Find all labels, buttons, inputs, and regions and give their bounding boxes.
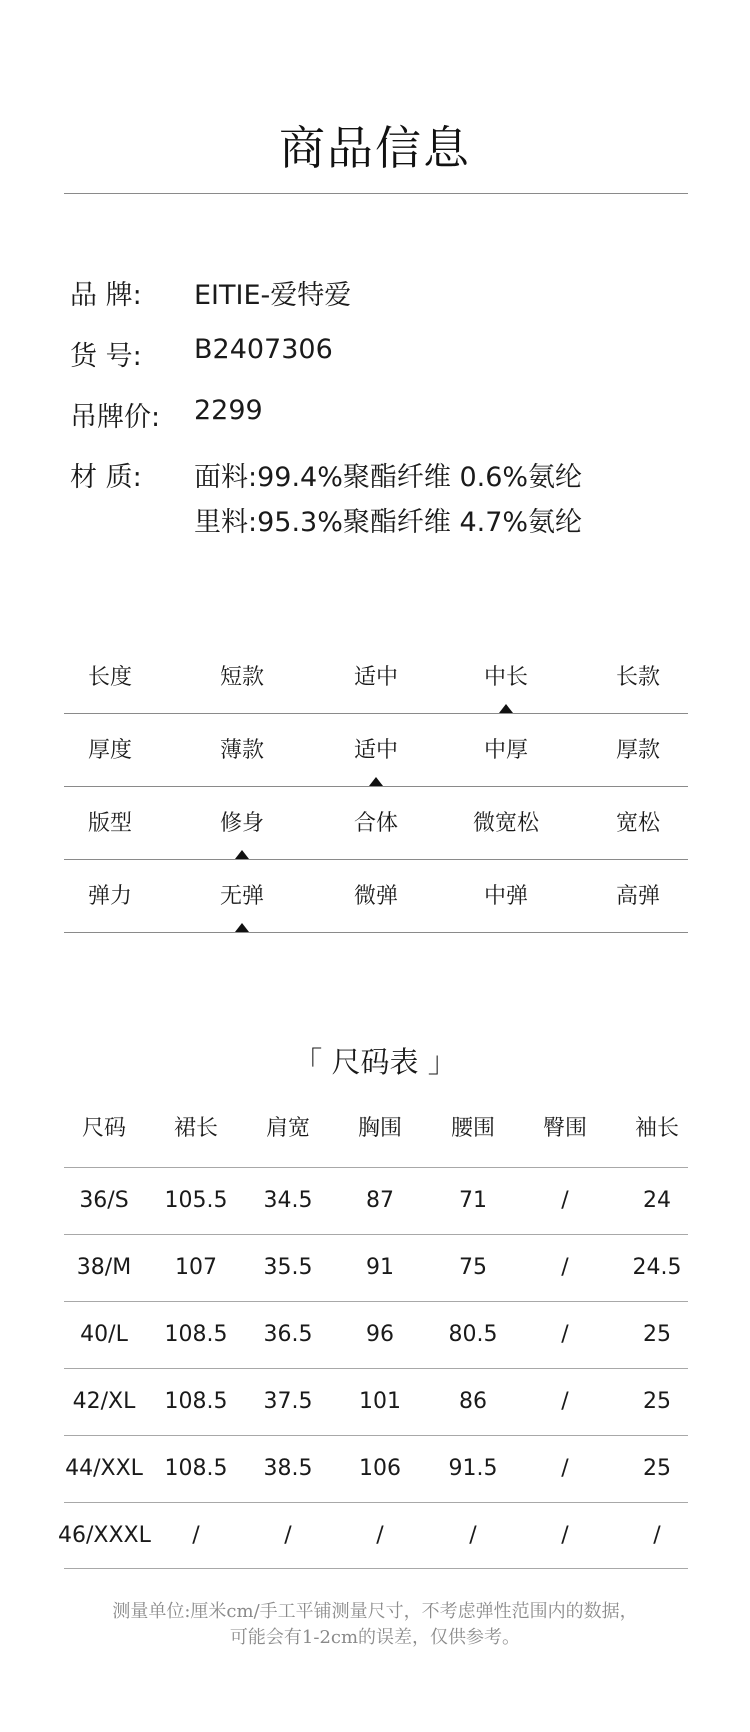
info-value: 里料:95.3%聚酯纤维 4.7%氨纶: [194, 507, 583, 538]
size-cell: 38.5: [263, 1456, 313, 1481]
size-cell: 108.5: [164, 1322, 228, 1347]
size-cell: 46/XXXL: [58, 1523, 151, 1548]
size-cell: 44/XXL: [65, 1456, 143, 1481]
size-cell: 80.5: [448, 1322, 498, 1347]
size-cell: 91: [366, 1255, 394, 1280]
attribute-option: 修身: [219, 811, 264, 836]
attribute-label: 厚度: [87, 738, 132, 763]
size-cell: 34.5: [263, 1188, 313, 1213]
attribute-option: 中厚: [483, 738, 528, 763]
size-header-cell: 胸围: [357, 1116, 402, 1141]
size-cell: /: [561, 1456, 569, 1481]
attribute-option: 厚款: [615, 738, 660, 763]
info-value: EITIE-爱特爱: [194, 280, 352, 311]
info-label: 品 牌:: [70, 280, 142, 311]
size-cell: 105.5: [164, 1188, 228, 1213]
size-cell: /: [561, 1523, 569, 1548]
attribute-row: [64, 714, 688, 787]
size-header-cell: 裙长: [173, 1116, 218, 1141]
size-cell: 24.5: [632, 1255, 682, 1280]
size-cell: 106: [359, 1456, 401, 1481]
size-cell: 36.5: [263, 1322, 313, 1347]
size-cell: 42/XL: [72, 1389, 136, 1414]
size-cell: 107: [175, 1255, 217, 1280]
size-cell: 96: [366, 1322, 394, 1347]
size-cell: 101: [359, 1389, 401, 1414]
attribute-option: 长款: [615, 665, 660, 690]
attribute-option: 合体: [353, 811, 398, 836]
size-cell: /: [192, 1523, 200, 1548]
measurement-note: 测量单位:厘米cm/手工平铺测量尺寸，不考虑弹性范围内的数据，: [112, 1601, 638, 1622]
attribute-label: 弹力: [87, 884, 132, 909]
size-cell: 91.5: [448, 1456, 498, 1481]
attribute-option: 宽松: [615, 811, 660, 836]
selected-marker-icon: [499, 704, 513, 713]
size-cell: 38/M: [76, 1255, 132, 1280]
table-row: [64, 1234, 688, 1301]
size-cell: 71: [459, 1188, 487, 1213]
table-row: [64, 1301, 688, 1368]
size-header-cell: 肩宽: [265, 1116, 310, 1141]
attribute-label: 长度: [87, 665, 132, 690]
size-cell: /: [469, 1523, 477, 1548]
table-row: [64, 1435, 688, 1502]
attribute-option: 短款: [219, 665, 264, 690]
size-cell: 24: [643, 1188, 671, 1213]
attribute-option: 高弹: [615, 884, 660, 909]
measurement-note-line2: 可能会有1-2cm的误差，仅供参考。: [229, 1627, 521, 1648]
size-cell: /: [561, 1188, 569, 1213]
page-title: 商品信息: [279, 121, 471, 175]
table-row: [58, 1502, 688, 1569]
attribute-option: 微宽松: [472, 811, 539, 836]
size-cell: /: [561, 1322, 569, 1347]
attribute-row: [64, 860, 688, 933]
size-cell: 25: [643, 1389, 671, 1414]
attribute-option: 中长: [483, 665, 528, 690]
size-cell: 108.5: [164, 1389, 228, 1414]
attribute-option: 无弹: [219, 884, 264, 909]
size-cell: 35.5: [263, 1255, 313, 1280]
size-cell: /: [561, 1255, 569, 1280]
attribute-row: [64, 641, 688, 714]
selected-marker-icon: [369, 777, 383, 786]
attribute-option: 薄款: [219, 738, 264, 763]
size-cell: 36/S: [79, 1188, 129, 1213]
size-header-cell: 袖长: [634, 1116, 679, 1141]
title-divider: [64, 193, 688, 194]
info-value: 2299: [194, 395, 263, 426]
size-cell: 25: [643, 1456, 671, 1481]
size-chart-title: 「 尺码表 」: [293, 1045, 457, 1079]
size-cell: 75: [459, 1255, 487, 1280]
size-table: [58, 1105, 688, 1569]
info-value: B2407306: [194, 334, 333, 365]
size-header-cell: 尺码: [81, 1116, 126, 1141]
attribute-option: 适中: [353, 738, 398, 763]
size-cell: /: [284, 1523, 292, 1548]
attribute-option: 中弹: [483, 884, 528, 909]
attribute-option: 微弹: [353, 884, 398, 909]
info-value: 面料:99.4%聚酯纤维 0.6%氨纶: [194, 462, 583, 493]
size-cell: 86: [459, 1389, 487, 1414]
table-row: [64, 1167, 688, 1234]
size-header-cell: 臀围: [542, 1116, 587, 1141]
size-cell: 25: [643, 1322, 671, 1347]
size-cell: /: [653, 1523, 661, 1548]
size-cell: 40/L: [80, 1322, 128, 1347]
selected-marker-icon: [235, 850, 249, 859]
attribute-option: 适中: [353, 665, 398, 690]
info-label: 材 质:: [70, 462, 142, 493]
attribute-row: [64, 787, 688, 860]
size-cell: 108.5: [164, 1456, 228, 1481]
table-row: [64, 1368, 688, 1435]
attribute-label: 版型: [87, 811, 132, 836]
selected-marker-icon: [235, 923, 249, 932]
size-cell: 87: [366, 1188, 394, 1213]
info-label: 吊牌价:: [70, 402, 161, 433]
attribute-divider: [64, 932, 688, 933]
size-header-cell: 腰围: [450, 1116, 495, 1141]
info-label: 货 号:: [70, 341, 142, 372]
size-cell: /: [561, 1389, 569, 1414]
size-cell: 37.5: [263, 1389, 313, 1414]
size-cell: /: [376, 1523, 384, 1548]
size-table-header: [64, 1105, 688, 1167]
